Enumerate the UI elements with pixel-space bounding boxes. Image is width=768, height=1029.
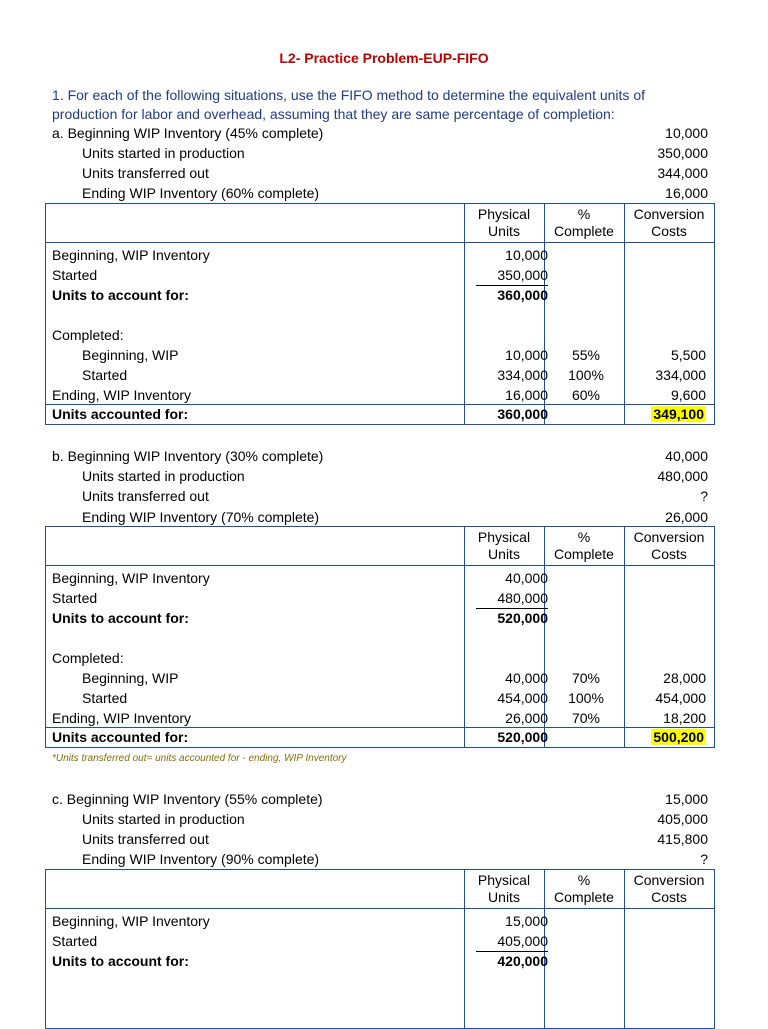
fact-value: 350,000 (657, 145, 708, 161)
fact-label: Units started in production (82, 468, 245, 484)
fact-row (52, 507, 708, 527)
units-accounted-conversion (626, 727, 706, 747)
ending-wip-physical: 26,000 (505, 710, 548, 726)
header-divider (46, 242, 714, 243)
row-label-started: Started (52, 590, 98, 606)
header-physical-units: Physical Units (477, 872, 531, 905)
fact-row (52, 123, 708, 143)
units-accounted-physical: 520,000 (497, 729, 548, 745)
problem-a-table (45, 203, 715, 425)
row-label-started: Started (52, 933, 98, 949)
row-label-started: Started (52, 267, 98, 283)
fact-value: 16,000 (665, 185, 708, 201)
fact-value: ? (700, 851, 708, 867)
beg-wip-physical: 40,000 (505, 570, 548, 586)
fact-label: Units transferred out (82, 831, 209, 847)
row-label-completed: Completed: (52, 327, 124, 343)
started-physical: 405,000 (497, 933, 548, 949)
fact-row (52, 163, 708, 183)
row-label-completed-beg: Beginning, WIP (82, 670, 179, 686)
ending-wip-conversion: 18,200 (663, 710, 706, 726)
row-label-units-to-account: Units to account for: (52, 953, 189, 969)
problem-c-table (45, 869, 715, 1029)
fact-row (52, 143, 708, 163)
header-percent-complete: % Complete (554, 206, 614, 239)
row-label-units-to-account: Units to account for: (52, 287, 189, 303)
completed-started-conversion: 454,000 (655, 690, 706, 706)
completed-beg-physical: 40,000 (505, 670, 548, 686)
header-percent-complete: % Complete (554, 872, 614, 905)
answer-highlight: 500,200 (653, 729, 704, 745)
row-label-beg-wip: Beginning, WIP Inventory (52, 247, 210, 263)
instructions-line-2: production for labor and overhead, assuming that they are same percentage of completion: (52, 106, 615, 122)
row-label-completed-beg: Beginning, WIP (82, 347, 179, 363)
fact-value: 10,000 (665, 125, 708, 141)
fact-value: 40,000 (665, 448, 708, 464)
fact-row (52, 446, 708, 466)
units-accounted-conversion (626, 404, 706, 424)
fact-value: 26,000 (665, 509, 708, 525)
row-label-ending-wip: Ending, WIP Inventory (52, 710, 192, 726)
completed-started-conversion: 334,000 (655, 367, 706, 383)
ending-wip-conversion: 9,600 (670, 387, 706, 403)
ending-wip-percent: 60% (571, 387, 601, 403)
fact-value: ? (700, 488, 708, 504)
header-percent-complete: % Complete (554, 529, 614, 562)
answer-highlight: 349,100 (653, 406, 704, 422)
fact-row (52, 809, 708, 829)
fact-value: 344,000 (657, 165, 708, 181)
fact-label: Units started in production (82, 145, 245, 161)
instructions-line-1: 1. For each of the following situations, use the FIFO method to determine the equivalent units of (52, 87, 645, 103)
completed-started-percent: 100% (568, 690, 604, 706)
row-label-units-accounted: Units accounted for: (52, 729, 189, 745)
problem-b-table (45, 526, 715, 748)
row-label-completed-started: Started (82, 367, 128, 383)
header-conversion-costs: Conversion Costs (633, 529, 705, 562)
row-label-completed-started: Started (82, 690, 128, 706)
fact-value: 405,000 (657, 811, 708, 827)
fact-row (52, 486, 708, 506)
row-label-completed: Completed: (52, 650, 124, 666)
fact-row (52, 789, 708, 809)
units-to-account-physical: 360,000 (497, 287, 548, 303)
fact-value: 480,000 (657, 468, 708, 484)
units-to-account-physical: 520,000 (497, 610, 548, 626)
ending-wip-physical: 16,000 (505, 387, 548, 403)
row-label-ending-wip: Ending, WIP Inventory (52, 387, 192, 403)
fact-label: b. Beginning WIP Inventory (30% complete) (52, 448, 324, 464)
completed-started-physical: 454,000 (497, 690, 548, 706)
row-label-beg-wip: Beginning, WIP Inventory (52, 570, 210, 586)
fact-row (52, 829, 708, 849)
header-conversion-costs: Conversion Costs (633, 206, 705, 239)
fact-label: Ending WIP Inventory (60% complete) (82, 185, 320, 201)
fact-label: c. Beginning WIP Inventory (55% complete) (52, 791, 323, 807)
row-label-beg-wip: Beginning, WIP Inventory (52, 913, 210, 929)
row-label-units-to-account: Units to account for: (52, 610, 189, 626)
units-accounted-physical: 360,000 (497, 406, 548, 422)
header-conversion-costs: Conversion Costs (633, 872, 705, 905)
header-divider (46, 908, 714, 909)
units-to-account-physical: 420,000 (497, 953, 548, 969)
started-physical: 350,000 (497, 267, 548, 283)
header-physical-units: Physical Units (477, 206, 531, 239)
fact-row (52, 183, 708, 203)
fact-value: 15,000 (665, 791, 708, 807)
completed-beg-percent: 55% (571, 347, 601, 363)
fact-label: Ending WIP Inventory (70% complete) (82, 509, 320, 525)
fact-label: Units transferred out (82, 488, 209, 504)
fact-label: Ending WIP Inventory (90% complete) (82, 851, 320, 867)
completed-started-physical: 334,000 (497, 367, 548, 383)
header-physical-units: Physical Units (477, 529, 531, 562)
fact-label: Units started in production (82, 811, 245, 827)
ending-wip-percent: 70% (571, 710, 601, 726)
fact-row (52, 466, 708, 486)
row-label-units-accounted: Units accounted for: (52, 406, 189, 422)
page-title: L2- Practice Problem-EUP-FIFO (279, 50, 489, 66)
footnote: *Units transferred out= units accounted for - ending, WIP Inventory (52, 753, 347, 764)
completed-beg-physical: 10,000 (505, 347, 548, 363)
completed-beg-percent: 70% (571, 670, 601, 686)
fact-label: a. Beginning WIP Inventory (45% complete) (52, 125, 324, 141)
fact-row (52, 849, 708, 869)
header-divider (46, 565, 714, 566)
fact-value: 415,800 (657, 831, 708, 847)
completed-beg-conversion: 5,500 (670, 347, 706, 363)
completed-beg-conversion: 28,000 (663, 670, 706, 686)
beg-wip-physical: 15,000 (505, 913, 548, 929)
beg-wip-physical: 10,000 (505, 247, 548, 263)
started-physical: 480,000 (497, 590, 548, 606)
fact-label: Units transferred out (82, 165, 209, 181)
completed-started-percent: 100% (568, 367, 604, 383)
